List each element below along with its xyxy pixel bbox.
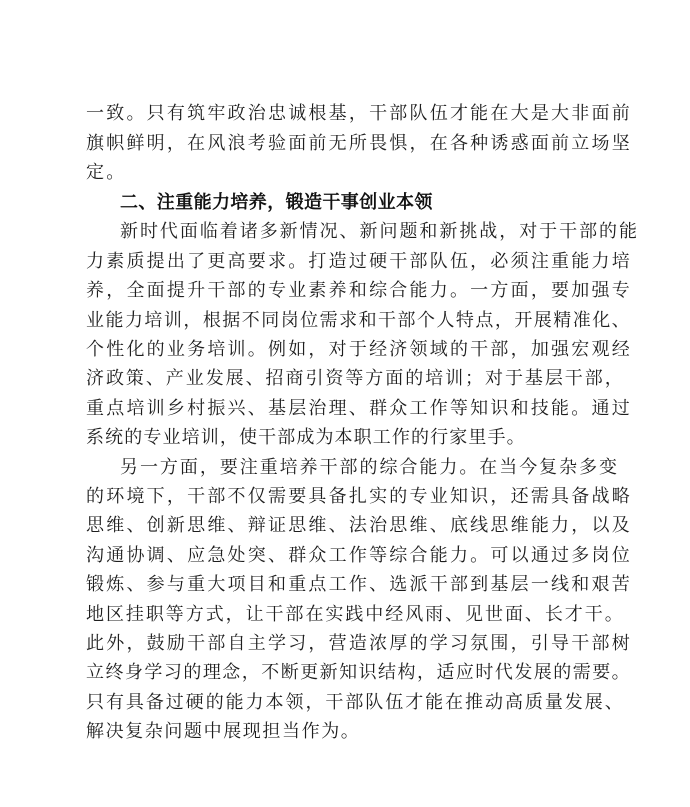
text-line: 养，全面提升干部的专业素养和综合能力。一方面，要加强专: [86, 280, 632, 301]
text-line: 另一方面，要注重培养干部的综合能力。在当今复杂多变: [120, 457, 619, 478]
text-line: 此外，鼓励干部自主学习，营造浓厚的学习氛围，引导干部树: [86, 633, 632, 654]
text-line: 业能力培训，根据不同岗位需求和干部个人特点，开展精准化、: [86, 310, 632, 331]
text-line: 只有具备过硬的能力本领，干部队伍才能在推动高质量发展、: [86, 692, 625, 713]
text-line: 济政策、产业发展、招商引资等方面的培训；对于基层干部，: [86, 368, 625, 389]
text-line: 力素质提出了更高要求。打造过硬干部队伍，必须注重能力培: [86, 251, 632, 272]
text-line: 一致。只有筑牢政治忠诚根基，干部队伍才能在大是大非面前: [86, 103, 632, 124]
text-line: 立终身学习的理念，不断更新知识结构，适应时代发展的需要。: [86, 662, 632, 683]
text-line: 重点培训乡村振兴、基层治理、群众工作等知识和技能。通过: [86, 398, 632, 419]
text-line: 解决复杂问题中展现担当作为。: [86, 721, 361, 742]
text-line: 锻炼、参与重大项目和重点工作、选派干部到基层一线和艰苦: [86, 574, 632, 595]
text-line: 思维、创新思维、辩证思维、法治思维、底线思维能力，以及: [86, 515, 632, 536]
text-line: 地区挂职等方式，让干部在实践中经风雨、见世面、长才干。: [86, 604, 625, 625]
text-line: 个性化的业务培训。例如，对于经济领域的干部，加强宏观经: [86, 339, 632, 360]
text-line: 系统的专业培训，使干部成为本职工作的行家里手。: [86, 427, 526, 448]
text-line: 的环境下，干部不仅需要具备扎实的专业知识，还需具备战略: [86, 486, 632, 507]
text-line: 旗帜鲜明，在风浪考验面前无所畏惧，在各种诱惑面前立场坚: [86, 133, 632, 154]
section-heading: 二、注重能力培养，锻造干事创业本领: [120, 192, 433, 213]
text-line: 定。: [86, 162, 127, 183]
text-line: 沟通协调、应急处突、群众工作等综合能力。可以通过多岗位: [86, 545, 632, 566]
text-line: 新时代面临着诸多新情况、新问题和新挑战，对于干部的能: [120, 221, 639, 242]
